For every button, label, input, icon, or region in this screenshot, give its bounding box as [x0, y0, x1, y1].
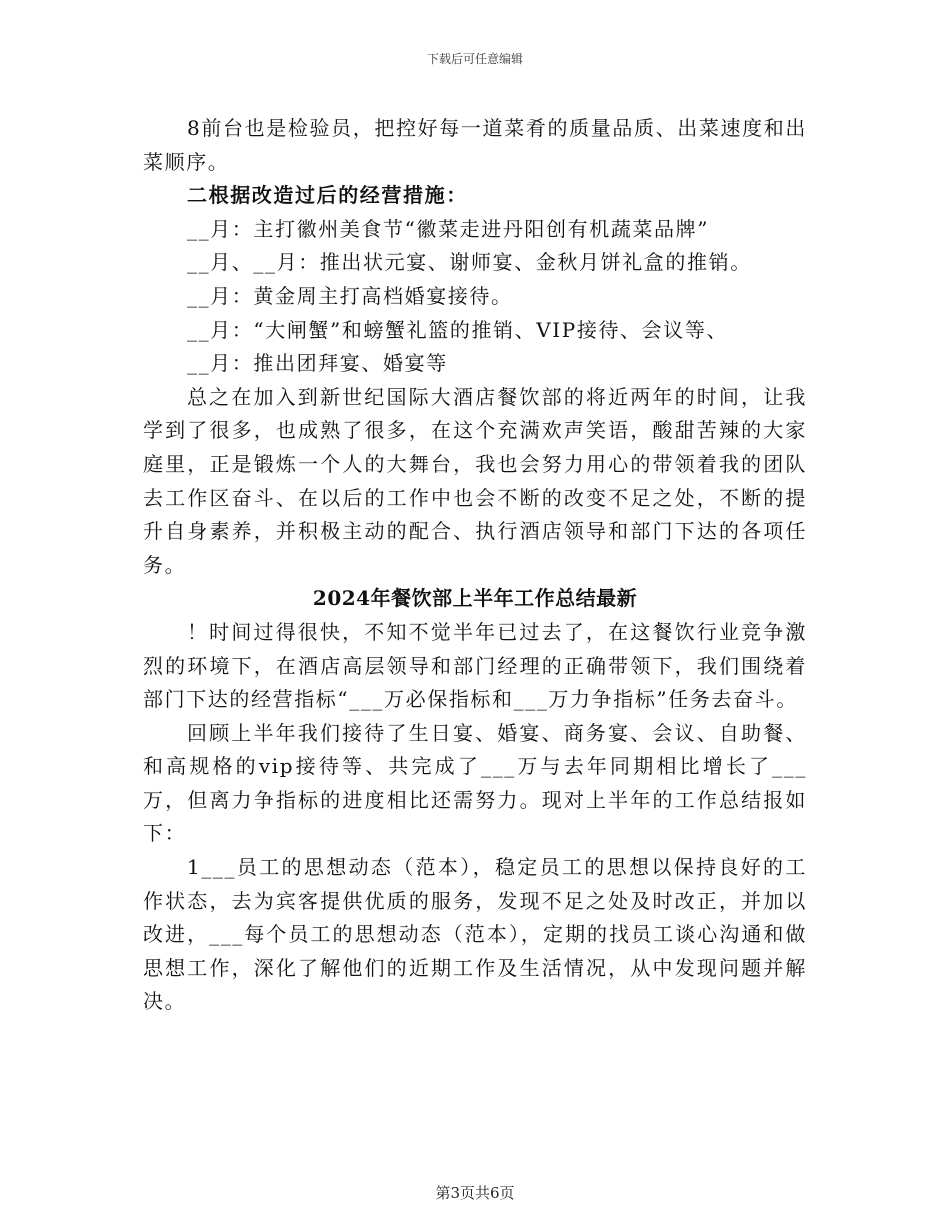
paragraph-intro: ！时间过得很快，不知不觉半年已过去了，在这餐饮行业竞争激烈的环境下，在酒店高层领导和部门经理的正确带领下，我们围绕着部门下达的经营指标“___万必保指标和___万力争指标”任务去奋斗。 [143, 619, 807, 712]
measure-item-5: __月：推出团拜宴、婚宴等 [187, 351, 448, 376]
measure-item-4: __月：“大闸蟹”和螃蟹礼篮的推销、VIP接待、会议等、 [187, 317, 729, 342]
paragraph-conclusion: 总之在加入到新世纪国际大酒店餐饮部的将近两年的时间，让我学到了很多，也成熟了很多，在这个充满欢声笑语，酸甜苦辣的大家庭里，正是锻炼一个人的大舞台，我也会努力用心的带领着我的团队去工作区奋斗、在以后的工作中也会不断的改变不足之处，不断的提升自身素养，并积极主动的配合、执行酒店领导和部门下达的各项任务。 [143, 384, 807, 577]
document-body [143, 112, 807, 1019]
paragraph-review: 回顾上半年我们接待了生日宴、婚宴、商务宴、会议、自助餐、和高规格的vip接待等、共完成了___万与去年同期相比增长了___万，但离力争指标的进度相比还需努力。现对上半年的工作总结报如下： [143, 720, 807, 846]
page-header: 下载后可任意编辑 [426, 52, 523, 66]
measure-item-3: __月：黄金周主打高档婚宴接待。 [187, 283, 513, 308]
measure-item-2: __月、__月：推出状元宴、谢师宴、金秋月饼礼盒的推销。 [187, 250, 752, 275]
section-heading-measures: 二根据改造过后的经营措施： [187, 183, 468, 208]
document-title: 2024年餐饮部上半年工作总结最新 [312, 586, 638, 611]
paragraph-front-desk: 8前台也是检验员，把控好每一道菜肴的质量品质、出菜速度和出菜顺序。 [143, 116, 807, 174]
paragraph-staff-thoughts: 1___员工的思想动态（范本），稳定员工的思想以保持良好的工作状态，去为宾客提供优质的服务，发现不足之处及时改正，并加以改进，___每个员工的思想动态（范本），定期的找员工谈心沟通和做思想工作，深化了解他们的近期工作及生活情况，从中发现问题并解决。 [143, 855, 807, 1014]
page-footer: 第3页共6页 [435, 1184, 515, 1202]
measure-item-1: __月：主打徽州美食节“徽菜走进丹阳创有机蔬菜品牌” [187, 216, 710, 241]
